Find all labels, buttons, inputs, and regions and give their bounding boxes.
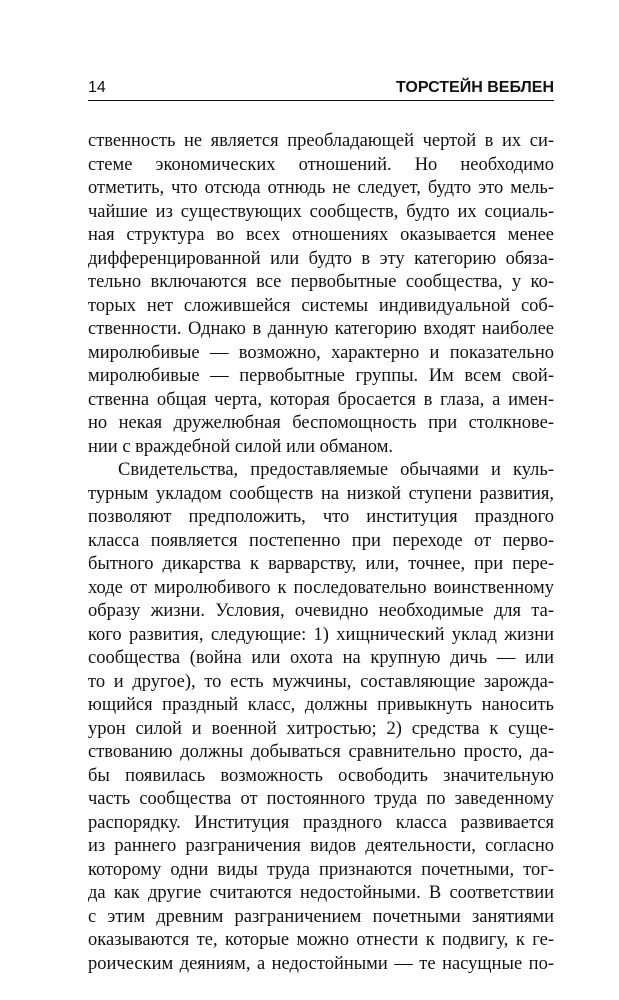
running-title: ТОРСТЕЙН ВЕБЛЕН: [396, 79, 554, 96]
text-line: с этим древним разграничением почетными занятиями: [88, 906, 554, 927]
text-line: бы появилась возможность освободить значительную: [88, 765, 554, 786]
text-line: то и другое), то есть мужчины, составляющие зарожда-: [88, 671, 554, 692]
text-line-paragraph-start: Свидетельства, предоставляемые обычаями и куль-: [118, 460, 554, 480]
text-line: бытного дикарства к варварству, или, точнее, при пере-: [88, 554, 554, 574]
text-line: ная структура во всех отношениях оказывается менее: [88, 225, 554, 245]
text-line: которому одни виды труда признаются почетными, тог-: [88, 859, 554, 880]
text-line: но некая дружелюбная беспомощность при столкнове-: [88, 413, 554, 433]
text-line: класса появляется постепенно при переходе от перво-: [88, 530, 554, 551]
text-line: турным укладом сообществ на низкой ступени развития,: [88, 483, 554, 504]
page-number: 14: [88, 79, 106, 96]
page-header: [88, 76, 554, 102]
body-text: [88, 130, 554, 976]
text-line: оказываются те, которые можно отнести к подвигу, к ге-: [88, 930, 554, 950]
text-line: ственности. Однако в данную категорию входят наиболее: [88, 319, 554, 339]
text-line: ственность не является преобладающей чертой в их си-: [88, 131, 554, 151]
header-rule: [88, 100, 554, 101]
text-line: ствованию должны добываться сравнительно просто, да-: [88, 742, 554, 762]
text-line: да как другие считаются недостойными. В соответствии: [88, 883, 554, 903]
text-line: урон силой и военной хитростью; 2) средства к суще-: [88, 718, 554, 739]
text-line: миролюбивые — возможно, характерно и показательно: [88, 342, 554, 363]
text-line: тельно включаются все первобытные сообщества, у ко-: [88, 272, 554, 292]
text-line: сообщества (война или охота на крупную дичь — или: [88, 648, 554, 668]
text-line: ющийся праздный класс, должны привыкнуть наносить: [88, 695, 554, 715]
text-line: ходе от миролюбивого к последовательно воинственному: [88, 577, 554, 598]
text-line: стеме экономических отношений. Но необходимо: [88, 154, 554, 175]
text-line: роическим деяниям, а недостойными — те насущные по-: [88, 953, 554, 974]
text-line: кого развития, следующие: 1) хищнический уклад жизни: [88, 624, 554, 645]
text-line: отметить, что отсюда отнюдь не следует, будто это мель-: [88, 178, 554, 198]
text-line: ственна общая черта, которая бросается в глаза, а имен-: [88, 389, 554, 410]
text-line: чайшие из существующих сообществ, будто их социаль-: [88, 201, 554, 222]
text-line: торых нет сложившейся системы индивидуальной соб-: [88, 295, 554, 316]
text-line-paragraph-end: нии с враждебной силой или обманом.: [88, 436, 394, 457]
text-line: образу жизни. Условия, очевидно необходимые для та-: [88, 601, 554, 621]
text-line: из раннего разграничения видов деятельности, согласно: [88, 836, 554, 856]
text-line: распорядку. Институция праздного класса развивается: [88, 812, 554, 833]
text-line: миролюбивые — первобытные группы. Им всем свой-: [88, 366, 554, 386]
text-line: позволяют предположить, что институция праздного: [88, 507, 554, 527]
text-line: дифференцированной или будто в эту категорию обяза-: [88, 248, 554, 269]
text-line: часть сообщества от постоянного труда по заведенному: [88, 789, 554, 809]
